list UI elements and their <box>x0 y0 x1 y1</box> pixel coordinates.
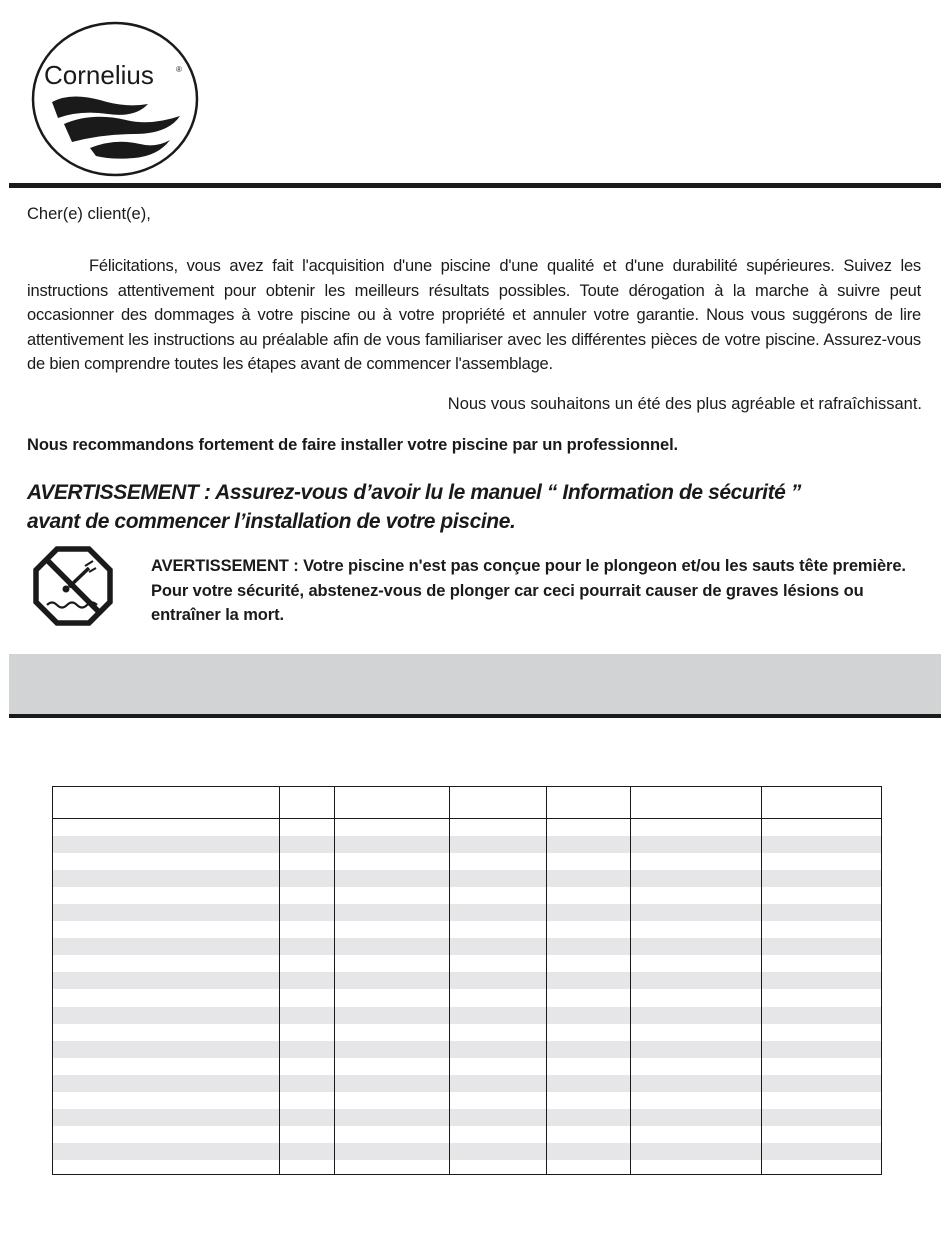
table-cell <box>280 955 335 972</box>
table-cell <box>450 921 547 938</box>
table-cell <box>53 955 280 972</box>
table-cell <box>631 1041 762 1058</box>
table-cell <box>762 921 881 938</box>
table-cell <box>450 1075 547 1092</box>
table-cell <box>335 1024 450 1041</box>
table-cell <box>762 955 881 972</box>
section-band <box>9 654 941 714</box>
table-row <box>53 819 881 836</box>
table-cell <box>280 972 335 989</box>
table-cell <box>762 989 881 1006</box>
table-cell <box>280 1024 335 1041</box>
table-cell <box>762 1058 881 1075</box>
table-cell <box>53 836 280 853</box>
table-cell <box>53 1126 280 1143</box>
table-cell <box>450 819 547 836</box>
table-cell <box>335 972 450 989</box>
table-cell <box>335 1075 450 1092</box>
table-cell <box>53 1143 280 1160</box>
parts-table <box>52 786 882 1175</box>
table-cell <box>762 1092 881 1109</box>
table-cell <box>547 989 631 1006</box>
table-cell <box>631 955 762 972</box>
table-cell <box>762 1143 881 1160</box>
table-cell <box>547 1160 631 1175</box>
table-cell <box>335 1126 450 1143</box>
logo-registered-mark: ® <box>176 65 182 74</box>
table-cell <box>335 989 450 1006</box>
table-cell <box>631 870 762 887</box>
table-cell <box>280 938 335 955</box>
table-cell <box>547 1024 631 1041</box>
safety-manual-warning-line-1: AVERTISSEMENT : Assurez-vous d’avoir lu le manuel “ Information de sécurité ” <box>27 481 801 504</box>
table-cell <box>762 836 881 853</box>
table-cell <box>631 1160 762 1175</box>
no-diving-warning: AVERTISSEMENT : Votre piscine n'est pas conçue pour le plongeon et/ou les sauts tête première. Pour votre sécurité, abstenez-vous de plonger car ceci pourrait causer de graves lésions ou entraîner la mort. <box>151 557 906 624</box>
table-cell <box>280 836 335 853</box>
table-cell <box>547 853 631 870</box>
table-cell <box>53 904 280 921</box>
table-row <box>53 1092 881 1109</box>
header-cell <box>280 787 335 818</box>
table-cell <box>53 989 280 1006</box>
table-cell <box>53 1007 280 1024</box>
table-cell <box>631 1143 762 1160</box>
table-cell <box>53 938 280 955</box>
table-cell <box>450 989 547 1006</box>
table-cell <box>280 1007 335 1024</box>
table-cell <box>280 1075 335 1092</box>
table-cell <box>450 972 547 989</box>
table-cell <box>335 1092 450 1109</box>
safety-manual-warning <box>27 478 801 536</box>
professional-install-recommendation: Nous recommandons fortement de faire installer votre piscine par un professionnel. <box>27 436 679 454</box>
table-cell <box>631 938 762 955</box>
table-cell <box>762 1007 881 1024</box>
table-row <box>53 1007 881 1024</box>
table-cell <box>547 1092 631 1109</box>
table-cell <box>547 904 631 921</box>
table-row <box>53 1109 881 1126</box>
table-cell <box>450 1024 547 1041</box>
table-cell <box>53 1024 280 1041</box>
table-cell <box>280 1160 335 1175</box>
table-cell <box>547 887 631 904</box>
table-row <box>53 972 881 989</box>
table-row <box>53 1075 881 1092</box>
section-rule <box>9 714 941 718</box>
table-cell <box>280 1109 335 1126</box>
table-row <box>53 1126 881 1143</box>
table-cell <box>547 1075 631 1092</box>
table-cell <box>280 921 335 938</box>
table-cell <box>631 972 762 989</box>
table-cell <box>450 904 547 921</box>
table-cell <box>631 1075 762 1092</box>
table-cell <box>280 853 335 870</box>
table-cell <box>335 1109 450 1126</box>
table-cell <box>335 1007 450 1024</box>
table-cell <box>53 1058 280 1075</box>
table-cell <box>547 1041 631 1058</box>
table-row <box>53 1024 881 1041</box>
table-cell <box>450 955 547 972</box>
table-cell <box>280 989 335 1006</box>
table-cell <box>631 1024 762 1041</box>
table-cell <box>762 1024 881 1041</box>
table-cell <box>450 1109 547 1126</box>
table-cell <box>450 836 547 853</box>
table-cell <box>53 1041 280 1058</box>
table-cell <box>762 1041 881 1058</box>
table-cell <box>280 1126 335 1143</box>
table-cell <box>335 1041 450 1058</box>
parts-table-body <box>53 819 881 1175</box>
table-cell <box>450 1041 547 1058</box>
table-cell <box>762 972 881 989</box>
table-cell <box>631 819 762 836</box>
table-cell <box>762 1075 881 1092</box>
table-cell <box>280 1092 335 1109</box>
no-diving-icon <box>33 546 113 626</box>
letter-wish: Nous vous souhaitons un été des plus agréable et rafraîchissant. <box>447 395 922 413</box>
table-row <box>53 836 881 853</box>
table-cell <box>762 1126 881 1143</box>
table-cell <box>631 1007 762 1024</box>
table-cell <box>762 904 881 921</box>
table-cell <box>631 1092 762 1109</box>
table-cell <box>547 1058 631 1075</box>
table-cell <box>450 853 547 870</box>
table-cell <box>450 1092 547 1109</box>
table-cell <box>547 921 631 938</box>
safety-manual-warning-line-2: avant de commencer l’installation de votre piscine. <box>27 510 516 533</box>
table-cell <box>335 836 450 853</box>
table-cell <box>547 836 631 853</box>
table-row <box>53 921 881 938</box>
table-cell <box>450 1007 547 1024</box>
table-cell <box>280 887 335 904</box>
table-cell <box>280 870 335 887</box>
table-cell <box>631 836 762 853</box>
table-cell <box>547 938 631 955</box>
table-cell <box>53 853 280 870</box>
header-cell <box>547 787 631 818</box>
table-cell <box>762 887 881 904</box>
logo-wordmark: Cornelius <box>44 60 154 90</box>
header-cell <box>450 787 547 818</box>
table-cell <box>547 870 631 887</box>
table-cell <box>450 887 547 904</box>
table-cell <box>280 1058 335 1075</box>
table-cell <box>762 870 881 887</box>
table-row <box>53 904 881 921</box>
table-cell <box>450 1143 547 1160</box>
table-cell <box>280 1041 335 1058</box>
table-cell <box>547 1143 631 1160</box>
table-cell <box>631 1126 762 1143</box>
table-cell <box>335 1160 450 1175</box>
table-cell <box>280 1143 335 1160</box>
table-row <box>53 853 881 870</box>
table-cell <box>631 853 762 870</box>
header-cell <box>631 787 762 818</box>
letter-greeting: Cher(e) client(e), <box>27 205 151 223</box>
table-cell <box>280 819 335 836</box>
table-cell <box>631 904 762 921</box>
table-row <box>53 938 881 955</box>
table-cell <box>547 1007 631 1024</box>
table-cell <box>53 1160 280 1175</box>
table-cell <box>631 1109 762 1126</box>
table-cell <box>53 870 280 887</box>
table-cell <box>450 1058 547 1075</box>
table-cell <box>335 921 450 938</box>
table-cell <box>335 1058 450 1075</box>
table-cell <box>762 1109 881 1126</box>
table-cell <box>450 870 547 887</box>
table-row <box>53 1160 881 1175</box>
table-cell <box>762 819 881 836</box>
cornelius-logo <box>30 20 200 178</box>
table-row <box>53 887 881 904</box>
table-cell <box>762 1160 881 1175</box>
table-cell <box>547 955 631 972</box>
table-row <box>53 1058 881 1075</box>
letter-intro: Félicitations, vous avez fait l'acquisition d'une piscine d'une qualité et d'une durabilité supérieures. Suivez les instructions attentivement pour obtenir les meilleurs résultats possibles. Toute dérogation à la marche à suivre peut occasionner des dommages à votre piscine ou à votre propriété et annuler votre garantie. Nous vous suggérons de lire attentivement les instructions au préalable afin de vous familiariser avec les différentes pièces de votre piscine. Assurez-vous de bien comprendre toutes les étapes avant de commencer l'assemblage. <box>27 257 921 373</box>
table-cell <box>335 955 450 972</box>
parts-table-header <box>53 787 881 819</box>
table-row <box>53 1041 881 1058</box>
table-cell <box>762 938 881 955</box>
table-cell <box>335 853 450 870</box>
table-cell <box>762 853 881 870</box>
table-cell <box>335 938 450 955</box>
table-cell <box>631 989 762 1006</box>
table-cell <box>280 904 335 921</box>
table-cell <box>631 887 762 904</box>
table-cell <box>335 904 450 921</box>
table-cell <box>547 1126 631 1143</box>
table-cell <box>335 870 450 887</box>
table-row <box>53 870 881 887</box>
table-cell <box>53 1075 280 1092</box>
table-cell <box>53 887 280 904</box>
table-cell <box>547 1109 631 1126</box>
table-cell <box>335 1143 450 1160</box>
header-cell <box>762 787 881 818</box>
table-cell <box>450 938 547 955</box>
table-cell <box>450 1126 547 1143</box>
table-cell <box>53 819 280 836</box>
header-rule <box>9 183 941 188</box>
table-cell <box>450 1160 547 1175</box>
table-cell <box>631 1058 762 1075</box>
table-cell <box>53 1092 280 1109</box>
table-cell <box>547 972 631 989</box>
table-cell <box>53 1109 280 1126</box>
table-cell <box>335 819 450 836</box>
header-cell <box>335 787 450 818</box>
table-cell <box>547 819 631 836</box>
table-row <box>53 1143 881 1160</box>
table-row <box>53 955 881 972</box>
table-cell <box>53 972 280 989</box>
table-cell <box>53 921 280 938</box>
table-row <box>53 989 881 1006</box>
header-cell <box>53 787 280 818</box>
table-cell <box>631 921 762 938</box>
table-cell <box>335 887 450 904</box>
